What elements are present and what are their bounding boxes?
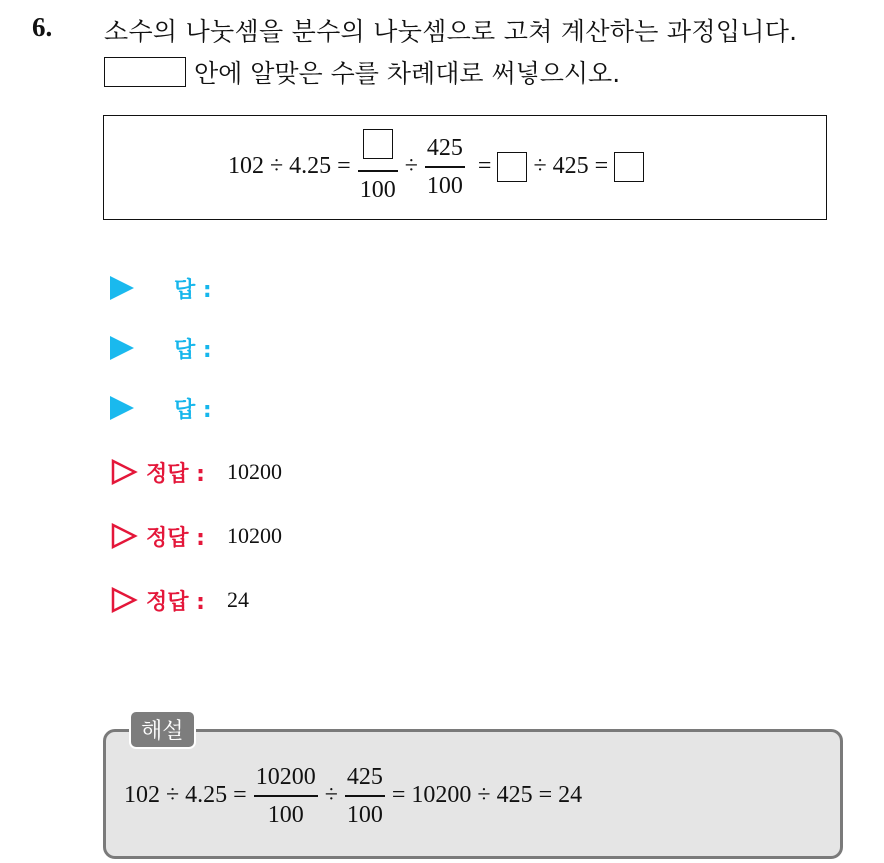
blank-square-3[interactable]: [614, 152, 644, 182]
fraction-bar: [425, 166, 465, 168]
outline-triangle-icon: [110, 587, 138, 613]
fraction-blank-over-100: [358, 129, 398, 205]
key-value-1: 10200: [226, 459, 282, 484]
outline-triangle-icon: [110, 523, 138, 549]
key-row-2: [110, 516, 282, 556]
answer-label: 답 :: [174, 397, 212, 423]
fraction-425-over-100: [425, 133, 465, 201]
outline-triangle-icon: [110, 459, 138, 485]
filled-triangle-icon: [110, 396, 134, 420]
explanation-equation: [124, 762, 582, 830]
equation-lhs: 102 ÷ 4.25 =: [228, 153, 351, 180]
divide-sign-1: ÷: [404, 153, 418, 180]
question-text-line2-content: 안에 알맞은 수를 차례대로 써넣으시오.: [194, 59, 621, 88]
answer-row-3[interactable]: [110, 388, 212, 428]
explanation-fraction-2: [345, 762, 385, 830]
fraction-bar: [358, 170, 398, 172]
divide-425-equals: ÷ 425 =: [533, 153, 609, 180]
equation-box: [103, 115, 827, 220]
explanation-rest: = 10200 ÷ 425 = 24: [391, 782, 583, 809]
explanation-lhs: 102 ÷ 4.25 =: [124, 782, 247, 809]
explanation-frac2-den: 100: [346, 801, 383, 828]
key-row-3: [110, 580, 249, 620]
key-label: 정답 :: [146, 525, 205, 551]
explanation-divide-sign: ÷: [324, 782, 338, 809]
answer-row-1[interactable]: [110, 268, 212, 308]
key-row-1: [110, 452, 282, 492]
key-value-3: 24: [226, 587, 249, 612]
key-label: 정답 :: [146, 589, 205, 615]
blank-square-2[interactable]: [497, 152, 527, 182]
explanation-box: [103, 729, 843, 859]
answer-row-2[interactable]: [110, 328, 212, 368]
fraction-den-2: 100: [426, 172, 463, 199]
question-text-line1: 소수의 나눗셈을 분수의 나눗셈으로 고쳐 계산하는 과정입니다.: [104, 17, 798, 46]
answer-label: 답 :: [174, 337, 212, 363]
key-label: 정답 :: [146, 461, 205, 487]
filled-triangle-icon: [110, 336, 134, 360]
equation: [228, 129, 644, 205]
question-number: 6.: [32, 12, 53, 42]
explanation-fraction-1: [254, 762, 318, 830]
blank-square-1[interactable]: [363, 129, 393, 159]
equals-sign: =: [477, 153, 492, 180]
explanation-frac2-num: 425: [346, 764, 383, 790]
question-text-line2: [104, 54, 620, 90]
answer-label: 답 :: [174, 277, 212, 303]
fraction-bar: [254, 795, 318, 797]
fraction-bar: [345, 795, 385, 797]
fraction-num-2: 425: [426, 135, 463, 161]
key-value-2: 10200: [226, 523, 282, 548]
explanation-badge: 해설: [129, 710, 196, 749]
filled-triangle-icon: [110, 276, 134, 300]
explanation-frac1-den: 100: [267, 801, 304, 828]
blank-box-icon: [104, 57, 186, 87]
explanation-frac1-num: 10200: [255, 764, 316, 790]
fraction-den-1: 100: [359, 176, 396, 203]
